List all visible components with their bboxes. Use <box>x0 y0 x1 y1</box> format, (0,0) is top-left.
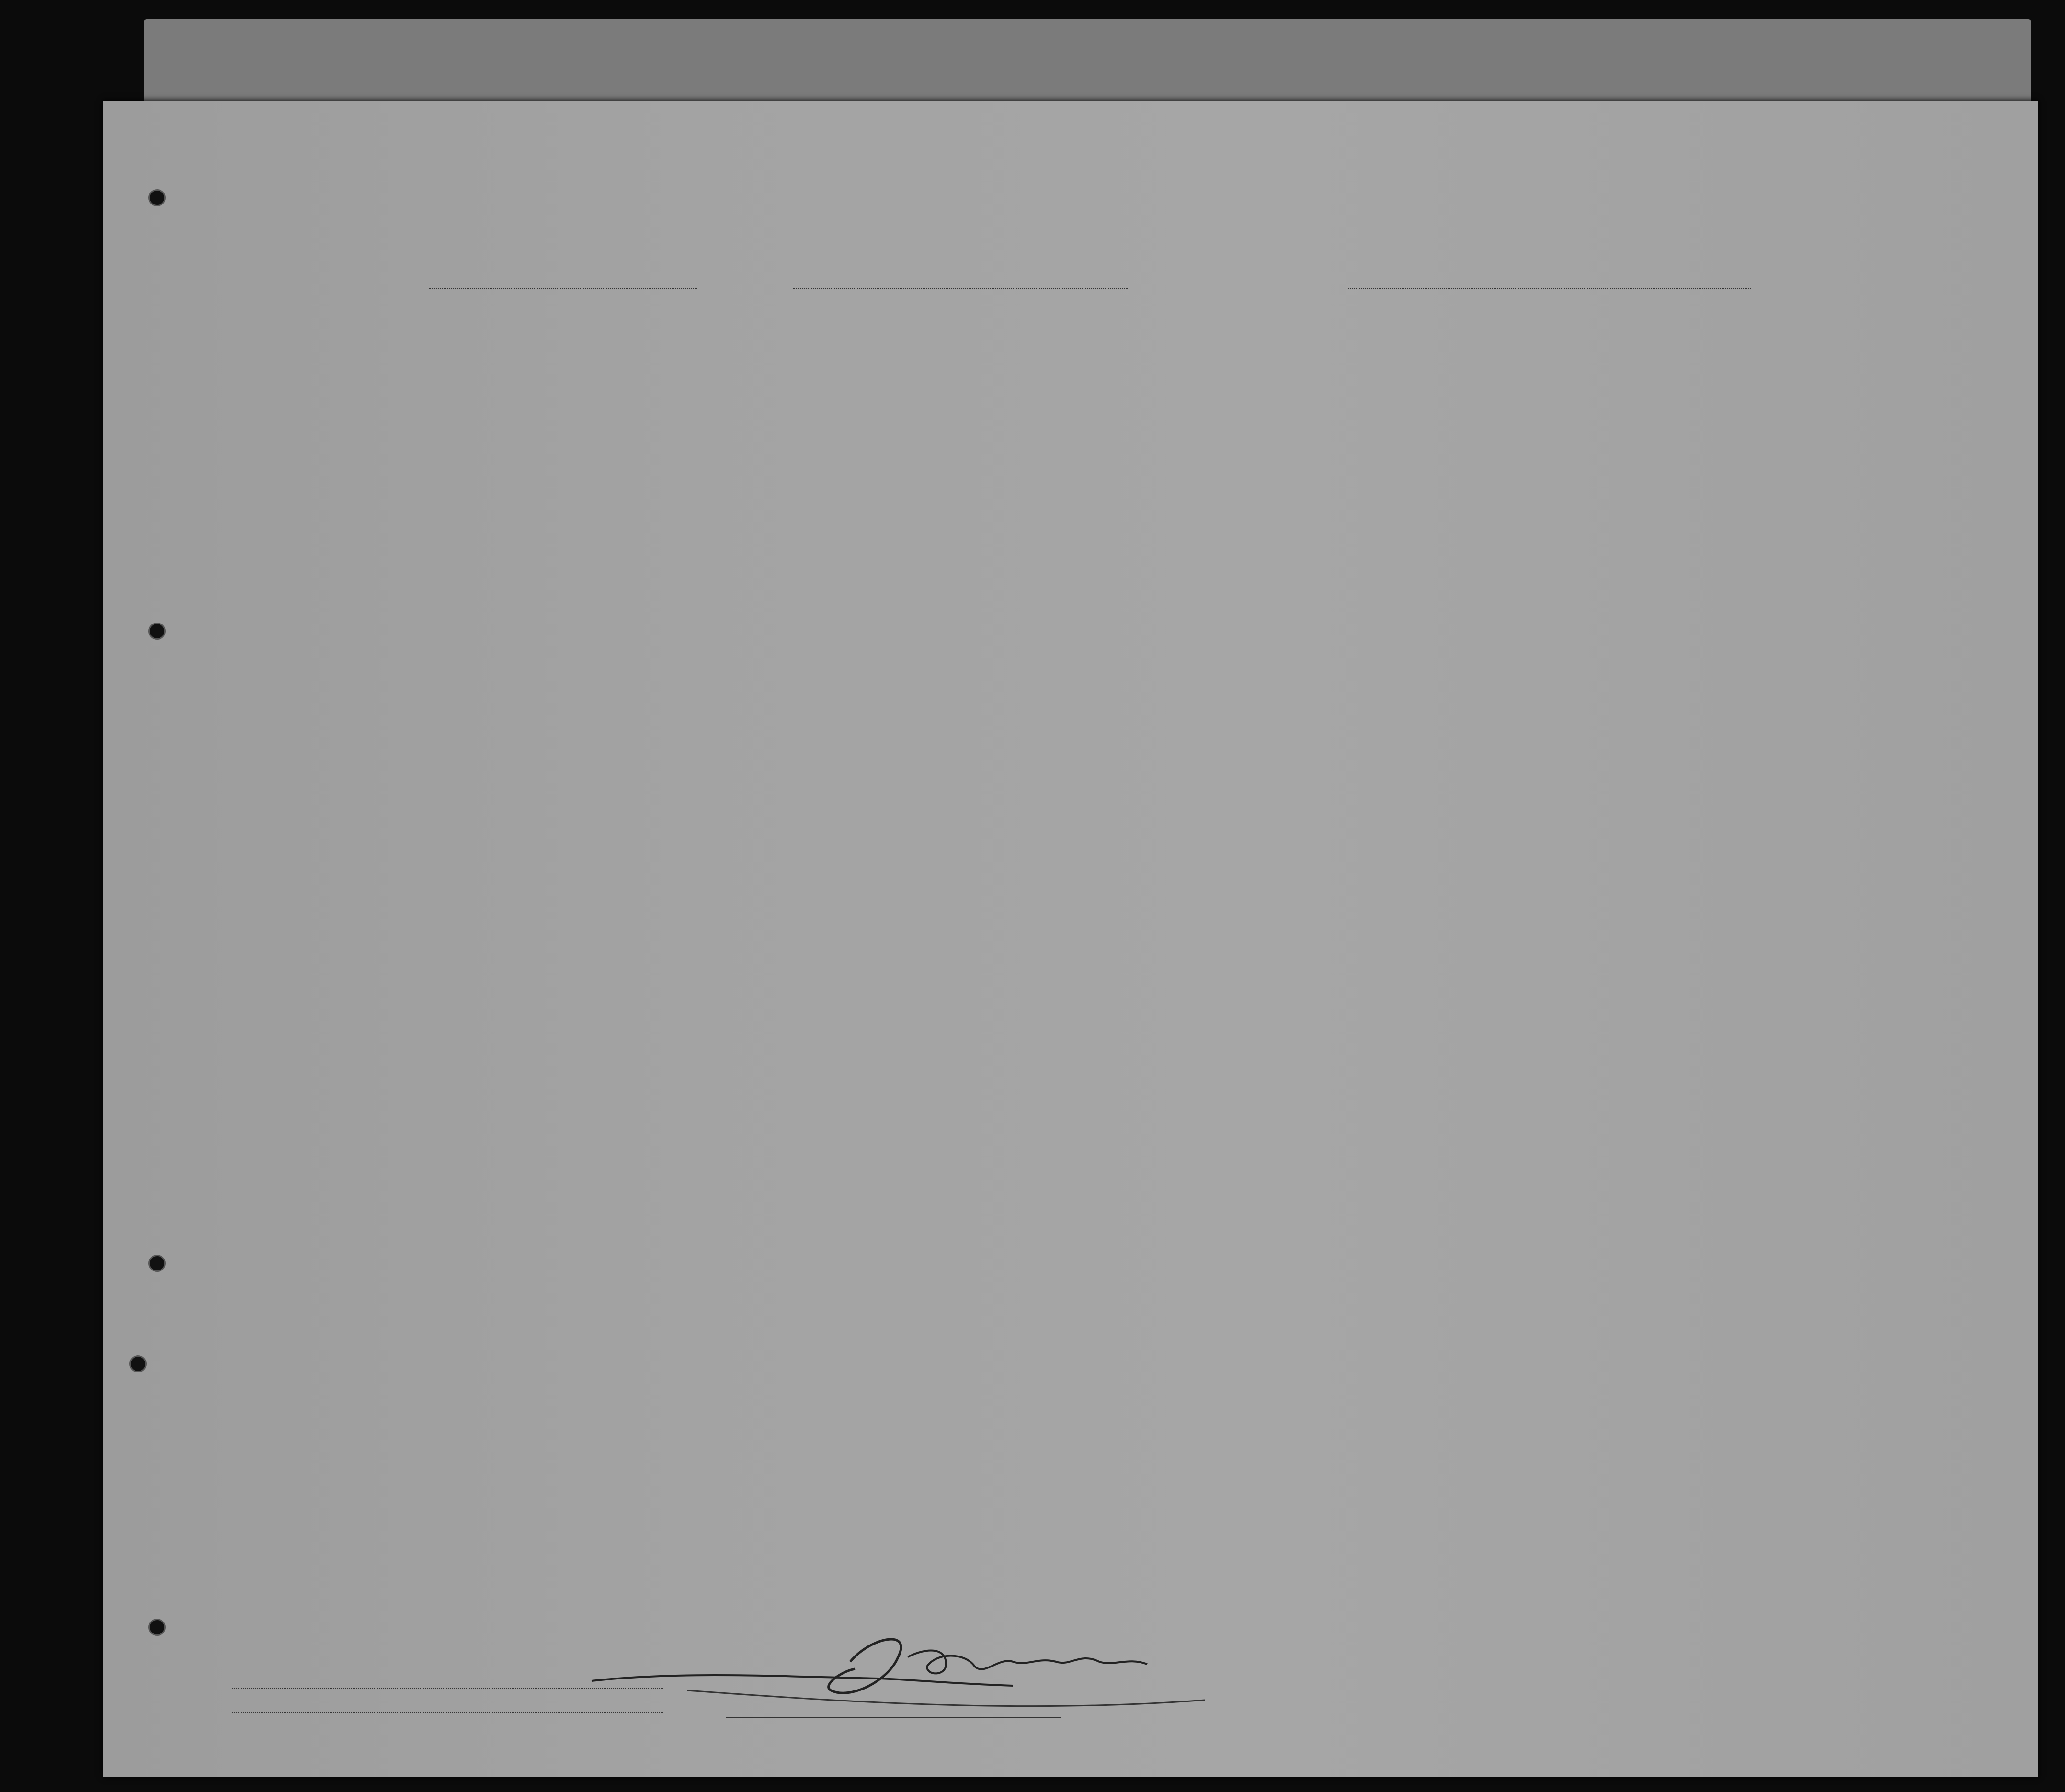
manifest-sheet <box>103 101 2038 1777</box>
table-grid <box>103 101 2038 1777</box>
col-11-header <box>1213 323 1295 342</box>
col-6-header <box>805 323 970 329</box>
col-18-header <box>1836 323 2035 342</box>
col-3-header <box>291 323 621 337</box>
col-9-header <box>1110 323 1158 342</box>
col-10-header <box>1160 323 1212 342</box>
col-7-header <box>971 323 1062 329</box>
col-12-header <box>1296 323 1380 342</box>
col-16-header <box>1586 323 1725 326</box>
col-17-header <box>1727 323 1835 333</box>
col-5-header <box>701 323 804 337</box>
col-14-header <box>1427 323 1475 342</box>
col-8-header <box>1063 323 1109 328</box>
inspector-line <box>726 1717 1061 1718</box>
col-15-header <box>1477 323 1585 333</box>
col-13-header <box>1381 323 1426 342</box>
inspector-signature <box>582 1619 1301 1738</box>
